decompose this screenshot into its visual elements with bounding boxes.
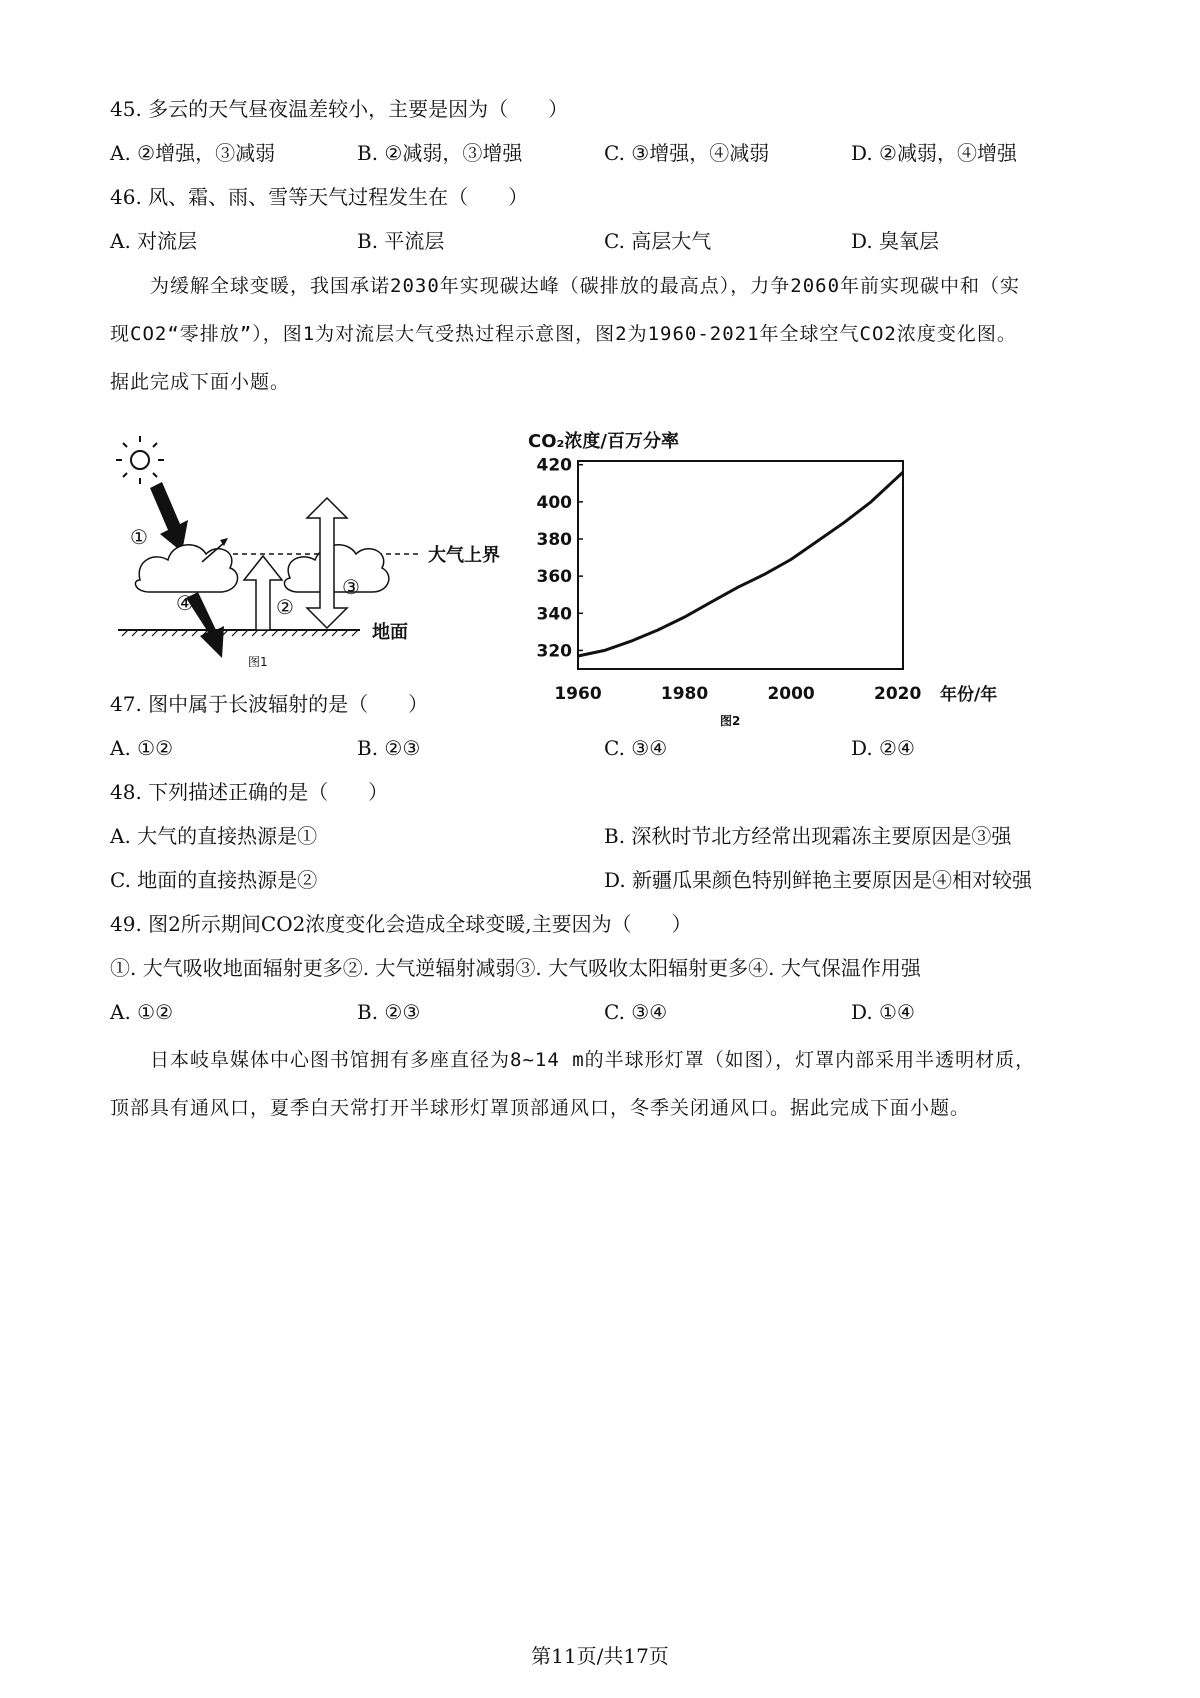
q47-option-a: A. ①② — [110, 736, 174, 760]
question-47-stem: 47. 图中属于长波辐射的是（ ） — [110, 692, 429, 716]
cloud-left — [135, 545, 237, 592]
passage-2-line-2: 顶部具有通风口，夏季白天常打开半球形灯罩顶部通风口，冬季关闭通风口。据此完成下面小题。 — [110, 1097, 971, 1119]
marker-2: ② — [276, 595, 294, 619]
q45-option-b: B. ②减弱，③增强 — [357, 141, 523, 165]
marker-3: ③ — [342, 575, 360, 599]
q48-option-d: D. 新疆瓜果颜色特别鲜艳主要原因是④相对较强 — [604, 868, 1033, 892]
y-axis-ticks — [537, 456, 584, 662]
x-tick-label-1980: 1980 — [660, 684, 709, 704]
q48-option-a: A. 大气的直接热源是① — [110, 824, 318, 848]
q48-option-b: B. 深秋时节北方经常出现霜冻主要原因是③强 — [604, 824, 1012, 848]
passage-1 — [110, 262, 1090, 406]
x-tick-label-2020: 2020 — [874, 684, 922, 704]
atmosphere-top-label: 大气上界 — [428, 545, 500, 566]
y-tick-label-340: 340 — [536, 604, 572, 625]
q46-option-c: C. 高层大气 — [604, 229, 712, 253]
q45-option-a: A. ②增强，③减弱 — [110, 141, 276, 165]
x-axis-label: 年份/年 — [940, 685, 998, 705]
y-tick-label-320: 320 — [536, 641, 572, 662]
q46-option-a: A. 对流层 — [110, 229, 198, 253]
question-48-stem: 48. 下列描述正确的是（ ） — [110, 780, 389, 804]
passage-2 — [110, 1036, 1090, 1132]
q49-option-c: C. ③④ — [604, 1000, 668, 1024]
chart-title: CO₂浓度/百万分率 — [528, 431, 679, 452]
figure-1-diagram — [110, 430, 530, 730]
y-tick-label-400: 400 — [536, 492, 572, 513]
passage-1-line-1: 为缓解全球变暖，我国承诺2030年实现碳达峰（碳排放的最高点），力争2060年前实现碳中和（实 — [150, 275, 1021, 297]
q49-option-a: A. ①② — [110, 1000, 174, 1024]
q47-option-d: D. ②④ — [851, 736, 915, 760]
q45-option-c: C. ③增强，④减弱 — [604, 141, 770, 165]
plot-frame — [578, 461, 903, 669]
q46-option-b: B. 平流层 — [357, 229, 445, 253]
q47-option-b: B. ②③ — [357, 736, 421, 760]
page-number: 第11页/共17页 — [531, 1644, 669, 1668]
ground-label: 地面 — [372, 622, 408, 643]
co2-concentration-chart — [520, 425, 1020, 745]
passage-1-line-2: 现CO2“零排放”），图1为对流层大气受热过程示意图，图2为1960-2021年全球空气CO2浓度变化图。 — [110, 323, 1017, 345]
y-tick-label-360: 360 — [536, 567, 572, 588]
marker-4: ④ — [176, 591, 194, 615]
passage-2-line-1: 日本岐阜媒体中心图书馆拥有多座直径为8~14 m的半球形灯罩（如图），灯罩内部采用半透明材质， — [150, 1049, 1036, 1071]
q46-option-d: D. 臭氧层 — [851, 229, 940, 253]
q47-option-c: C. ③④ — [604, 736, 668, 760]
x-tick-label-2000: 2000 — [767, 684, 815, 704]
y-tick-label-380: 380 — [536, 530, 572, 550]
y-tick-label-420: 420 — [536, 455, 572, 476]
arrow-1-solar-radiation — [150, 482, 188, 552]
question-46-stem: 46. 风、霜、雨、雪等天气过程发生在（ ） — [110, 185, 529, 209]
x-axis-ticks — [554, 684, 921, 704]
marker-1: ① — [130, 525, 148, 549]
question-49-stem: 49. 图2所示期间CO2浓度变化会造成全球变暖,主要因为（ ） — [110, 912, 692, 936]
q49-option-d: D. ①④ — [851, 1000, 915, 1024]
question-45-stem: 45. 多云的天气昼夜温差较小，主要是因为（ ） — [110, 97, 569, 121]
figure-2-caption: 图2 — [720, 714, 741, 728]
co2-series-line — [578, 472, 903, 656]
figure-1-caption: 图1 — [248, 655, 268, 669]
x-tick-label-1960: 1960 — [554, 684, 602, 704]
q45-option-d: D. ②减弱，④增强 — [851, 141, 1017, 165]
q49-option-b: B. ②③ — [357, 1000, 421, 1024]
sun-icon — [116, 436, 164, 484]
q49-statements: ①. 大气吸收地面辐射更多②. 大气逆辐射减弱③. 大气吸收太阳辐射更多④. 大气保温作用强 — [110, 956, 921, 980]
cloud-right — [284, 545, 388, 592]
passage-1-line-3: 据此完成下面小题。 — [110, 371, 291, 393]
q48-option-c: C. 地面的直接热源是② — [110, 868, 318, 892]
